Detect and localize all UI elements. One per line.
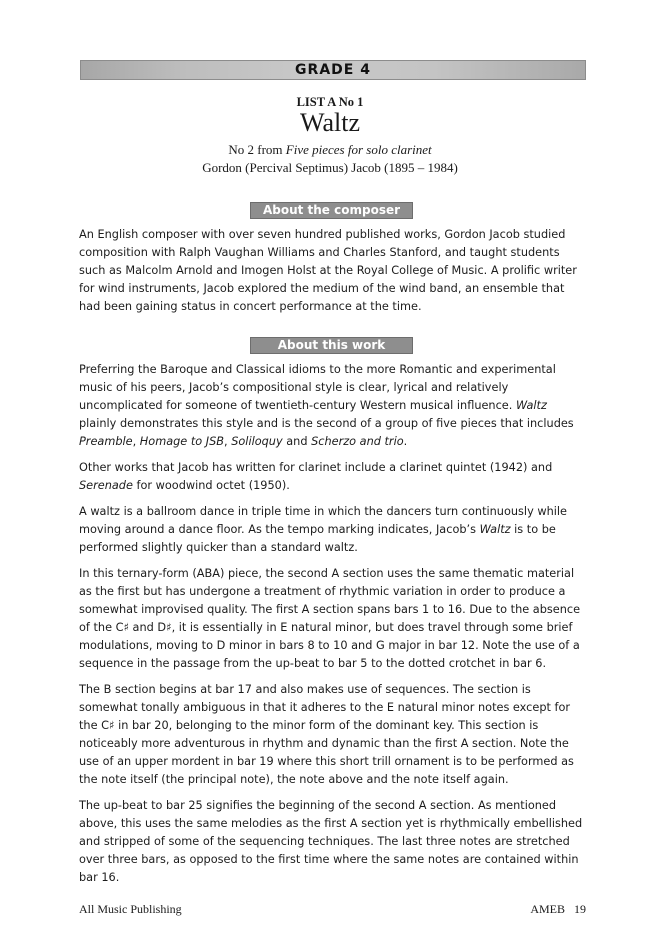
composer-paragraph: An English composer with over seven hundred published works, Gordon Jacob studied composition with Ralph Vaughan Williams and Charles Stanford, and taught students such as Malcolm Arnold and Imogen Holst at the Royal College of Music. A prolific writer for wind instruments, Jacob explored the medium of the wind band, an ensemble that had been gaining status in concert performance at the time. — [79, 228, 577, 313]
composer-text-block — [79, 226, 586, 324]
text-run: Other works that Jacob has written for clarinet include a clarinet quintet (1942) and — [79, 461, 553, 474]
work-heading: About this work — [277, 338, 386, 352]
piece-title: Waltz — [300, 108, 360, 137]
work-title-homage: Homage to JSB — [139, 435, 225, 448]
work-heading-bar — [250, 337, 413, 354]
text-run: for woodwind octet (1950). — [132, 479, 290, 492]
work-title-waltz: Waltz — [515, 399, 547, 412]
text-run: , — [132, 435, 140, 448]
composer-line: Gordon (Percival Septimus) Jacob (1895 – 1984) — [202, 160, 458, 175]
footer-publisher: All Music Publishing — [79, 902, 182, 916]
text-run: and — [282, 435, 312, 448]
text-run: is to be performed slightly quicker than a standard waltz. — [79, 523, 556, 554]
text-run: , — [224, 435, 232, 448]
work-paragraph-3 — [79, 503, 586, 557]
work-title-preamble: Preamble — [79, 435, 133, 448]
work-title-serenade: Serenade — [79, 479, 133, 492]
text-run: A waltz is a ballroom dance in triple time in which the dancers turn continuously while moving around a dance floor. As the tempo marking indicates, Jacob’s — [79, 505, 567, 536]
work-text-block — [79, 361, 586, 895]
source-work: Five pieces for solo clarinet — [285, 142, 432, 157]
work-paragraph-1 — [79, 361, 586, 451]
work-paragraph-6: The up-beat to bar 25 signifies the beginning of the second A section. As mentioned above, this uses the same melodies as the first A section yet is rhythmically embellished and stripped of some of the sequencing techniques. The last three notes are stretched over three bars, as opposed to the first time where the same notes are contained within bar 16. — [79, 799, 583, 884]
work-title-soliloquy: Soliloquy — [231, 435, 283, 448]
text-run: . — [403, 435, 408, 448]
footer-page-info — [530, 902, 586, 917]
composer-heading: About the composer — [262, 203, 401, 217]
work-title-waltz: Waltz — [479, 523, 511, 536]
source-line — [0, 142, 660, 158]
text-run: Preferring the Baroque and Classical idioms to the more Romantic and experimental music of his peers, Jacob’s compositional style is clear, lyrical and relatively uncomplicated for someone of twentieth-century Western musical influence. — [79, 363, 556, 412]
composer-heading-bar — [250, 202, 413, 219]
footer-brand: AMEB — [530, 902, 565, 916]
work-paragraph-2 — [79, 459, 586, 495]
source-prefix: No 2 from — [228, 142, 286, 157]
grade-label: GRADE 4 — [295, 62, 371, 78]
work-paragraph-4: In this ternary-form (ABA) piece, the second A section uses the same thematic material as the first but has undergone a treatment of rhythmic variation in order to produce a somewhat improvised quality. The first A section spans bars 1 to 16. Due to the absence of the C♯ and D♯, it is essentially in E natural minor, but does travel through some brief modulations, moving to D minor in bars 8 to 10 and G major in bar 12. Note the use of a sequence in the passage from the up-beat to bar 5 to the dotted crotchet in bar 6. — [79, 567, 581, 670]
list-number: LIST A No 1 — [296, 95, 364, 109]
work-title-scherzo: Scherzo and trio — [311, 435, 404, 448]
page-number: 19 — [574, 902, 586, 916]
grade-banner — [80, 60, 586, 80]
work-paragraph-5: The B section begins at bar 17 and also makes use of sequences. The section is somewhat tonally ambiguous in that it adheres to the E natural minor notes except for the C♯ in bar 20, belonging to the minor form of the dominant key. This section is noticeably more adventurous in rhythm and dynamic than the first A section. Note the use of an upper mordent in bar 19 where this short trill ornament is to be performed as the note itself (the principal note), the note above and the note itself again. — [79, 683, 574, 786]
text-run: plainly demonstrates this style and is the second of a group of five pieces that includes — [79, 417, 574, 430]
